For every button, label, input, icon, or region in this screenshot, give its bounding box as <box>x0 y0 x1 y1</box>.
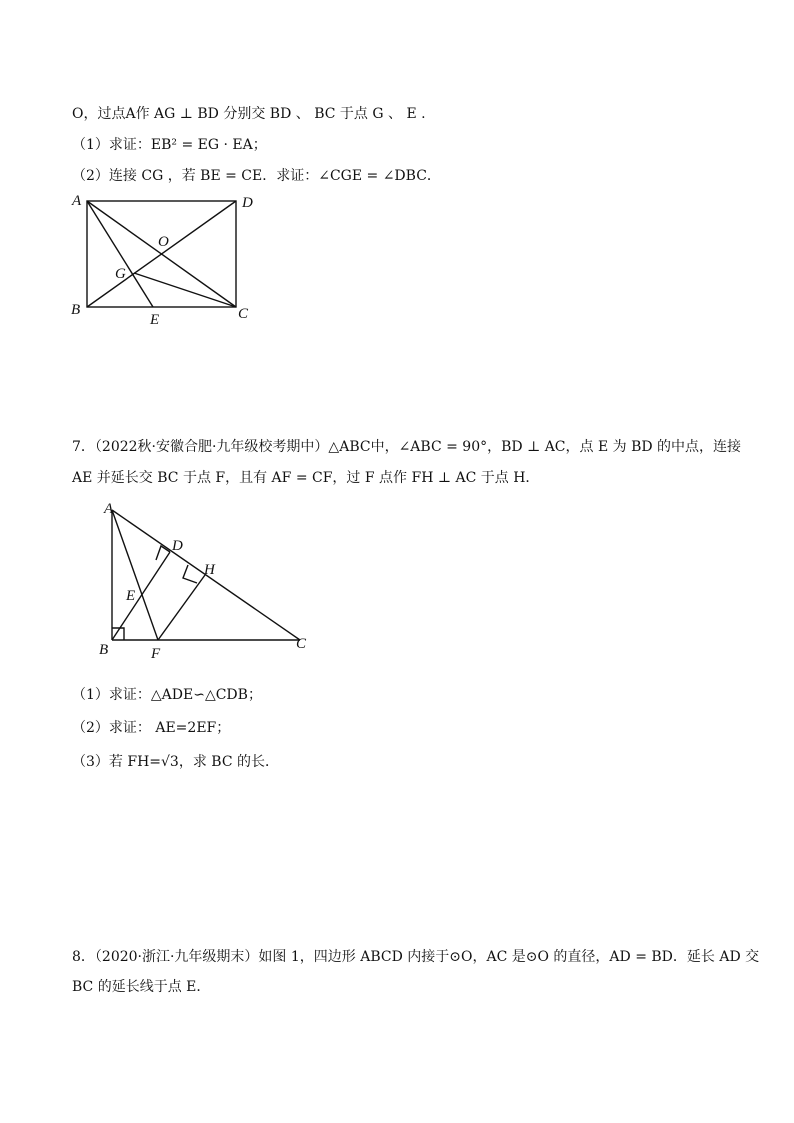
q7-right-angle-d <box>156 546 170 560</box>
q7-stem-line1: 7．（2022秋·安徽合肥·九年级校考期中）△ABC中，∠ABC = 90°，BD ⊥ AC，点 E 为 BD 的中点，连接 <box>72 439 742 455</box>
q7-label-a: A <box>104 501 114 517</box>
q7-label-d: D <box>172 538 183 554</box>
q7-label-c: C <box>296 636 307 652</box>
q7-part1: （1）求证：△ADE∽△CDB； <box>72 687 262 703</box>
q6-label-g: G <box>115 266 126 282</box>
q7-label-h: H <box>204 562 215 578</box>
q7-side-ac <box>112 510 300 640</box>
q7-label-f: F <box>151 646 161 662</box>
q7-right-angle-b <box>112 628 124 640</box>
q6-intro: O，过点A作 AG ⊥ BD 分别交 BD 、 BC 于点 G 、 E . <box>72 106 426 122</box>
q6-line-gc <box>134 273 236 307</box>
q7-line-af <box>112 510 158 640</box>
q6-label-c: C <box>238 306 249 322</box>
q7-stem-line2: AE 并延长交 BC 于点 F，且有 AF = CF，过 F 点作 FH ⊥ AC 于点 H． <box>72 470 540 486</box>
q6-label-d: D <box>242 195 253 211</box>
q7-part3: （3）若 FH=√3，求 BC 的长． <box>72 754 279 770</box>
q6-label-a: A <box>72 193 82 209</box>
q6-label-o: O <box>158 234 169 250</box>
q6-part1: （1）求证：EB² = EG · EA； <box>72 137 267 153</box>
q7-line-fh <box>158 575 205 640</box>
q6-label-e: E <box>150 312 160 328</box>
q7-label-b: B <box>99 642 109 658</box>
q8-stem-line2: BC 的延长线于点 E． <box>72 979 211 995</box>
q6-diagonal-ac <box>87 201 236 307</box>
q8-stem-line1: 8．（2020·浙江·九年级期末）如图 1，四边形 ABCD 内接于⊙O，AC 是⊙O 的直径，AD = BD．延长 AD 交 <box>72 949 760 965</box>
q6-label-b: B <box>71 302 81 318</box>
q7-part2: （2）求证： AE=2EF； <box>72 720 231 736</box>
q6-diagonal-bd <box>87 201 236 307</box>
q6-line-ae <box>87 201 153 307</box>
q6-part2: （2）连接 CG ，若 BE = CE．求证：∠CGE = ∠DBC． <box>72 168 441 184</box>
q7-line-bd <box>112 552 170 640</box>
q6-rectangle <box>87 201 236 307</box>
q7-label-e: E <box>126 588 136 604</box>
q7-right-angle-h <box>183 565 197 583</box>
